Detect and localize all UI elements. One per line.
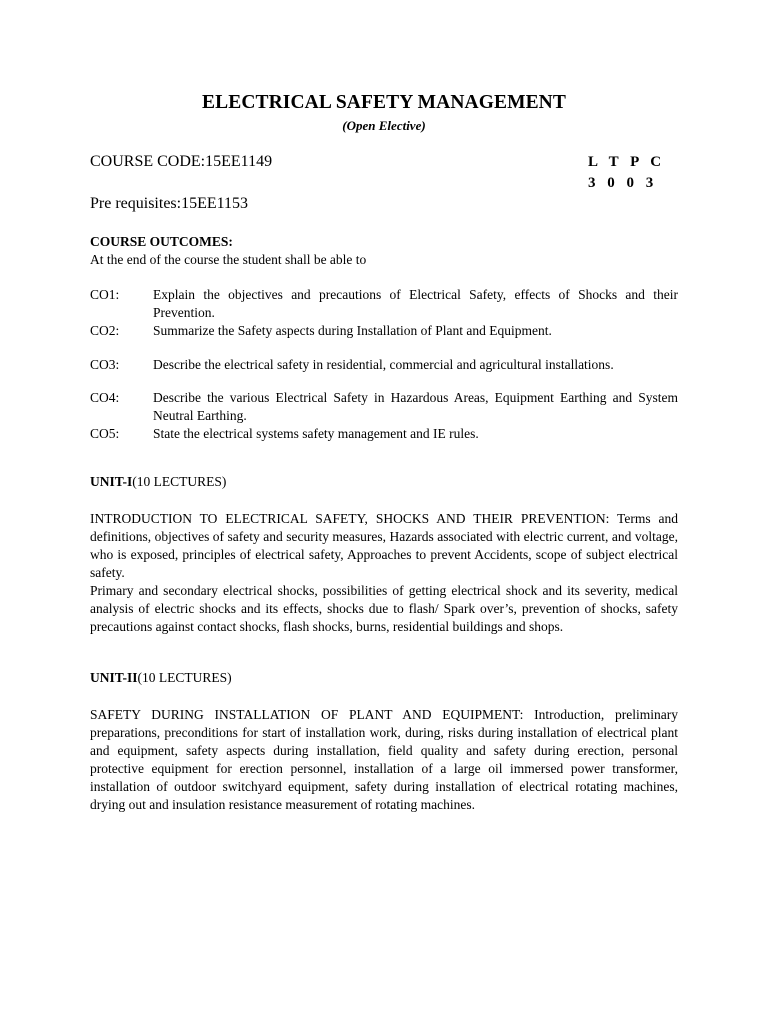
outcome-text: Describe the electrical safety in residential, commercial and agricultural installations. [153, 357, 614, 372]
unit-1-heading [90, 474, 226, 490]
unit-lectures: (10 LECTURES) [132, 474, 227, 489]
unit-2-heading [90, 670, 232, 686]
outcome-text: Describe the various Electrical Safety in Hazardous Areas, Equipment Earthing and System Neutral Earthing. [153, 390, 678, 423]
ltpc-values: 3 0 0 3 [588, 175, 656, 191]
outcome-text: State the electrical systems safety management and IE rules. [153, 426, 479, 441]
ltpc-header: L T P C [588, 154, 664, 170]
unit-1-paragraph-1: INTRODUCTION TO ELECTRICAL SAFETY, SHOCKS AND THEIR PREVENTION: Terms and definitions, objectives of safety and security measures, Hazards associated with electric current, and voltage, who is exposed, principles of electrical safety, Approaches to prevent Accidents, scope of subject electrical safety. [90, 511, 678, 580]
page-title: ELECTRICAL SAFETY MANAGEMENT [202, 92, 566, 113]
prerequisites: Pre requisites:15EE1153 [90, 195, 249, 212]
outcomes-heading: COURSE OUTCOMES: [90, 234, 233, 249]
unit-label: UNIT-I [90, 474, 133, 489]
outcomes-intro: At the end of the course the student shall be able to [90, 252, 367, 267]
unit-1-content [90, 510, 678, 636]
outcome-label: CO4: [90, 390, 120, 405]
outcome-label: CO2: [90, 323, 120, 338]
outcome-text: Explain the objectives and precautions of Electrical Safety, effects of Shocks and their Prevention. [153, 287, 678, 320]
unit-1-paragraph-2: Primary and secondary electrical shocks, possibilities of getting electrical shock and its severity, medical analysis of electric shocks and its effects, shocks due to flash/ Spark over’s, prevention of shocks, safety precautions against contact shocks, flash shocks, burns, residential buildings and shops. [90, 583, 678, 634]
course-code: COURSE CODE:15EE1149 [90, 153, 273, 170]
page-subtitle: (Open Elective) [342, 118, 426, 133]
unit-label: UNIT-II [90, 670, 138, 685]
unit-lectures: (10 LECTURES) [137, 670, 232, 685]
outcome-label: CO3: [90, 357, 120, 372]
outcome-text: Summarize the Safety aspects during Installation of Plant and Equipment. [153, 323, 552, 338]
unit-2-paragraph-1: SAFETY DURING INSTALLATION OF PLANT AND EQUIPMENT: Introduction, preliminary preparations, preconditions for start of installation work, during, risks during installation of electrical plant and equipment, safety aspects during installation, field quality and safety during erection, personal protective equipment for erection personnel, installation of a large oil immersed power transformer, installation of outdoor switchyard equipment, safety during installation of electrical rotating machines, drying out and insulation resistance measurement of rotating machines. [90, 707, 678, 812]
unit-2-content [90, 706, 678, 814]
outcome-label: CO5: [90, 426, 120, 441]
outcome-label: CO1: [90, 287, 120, 302]
